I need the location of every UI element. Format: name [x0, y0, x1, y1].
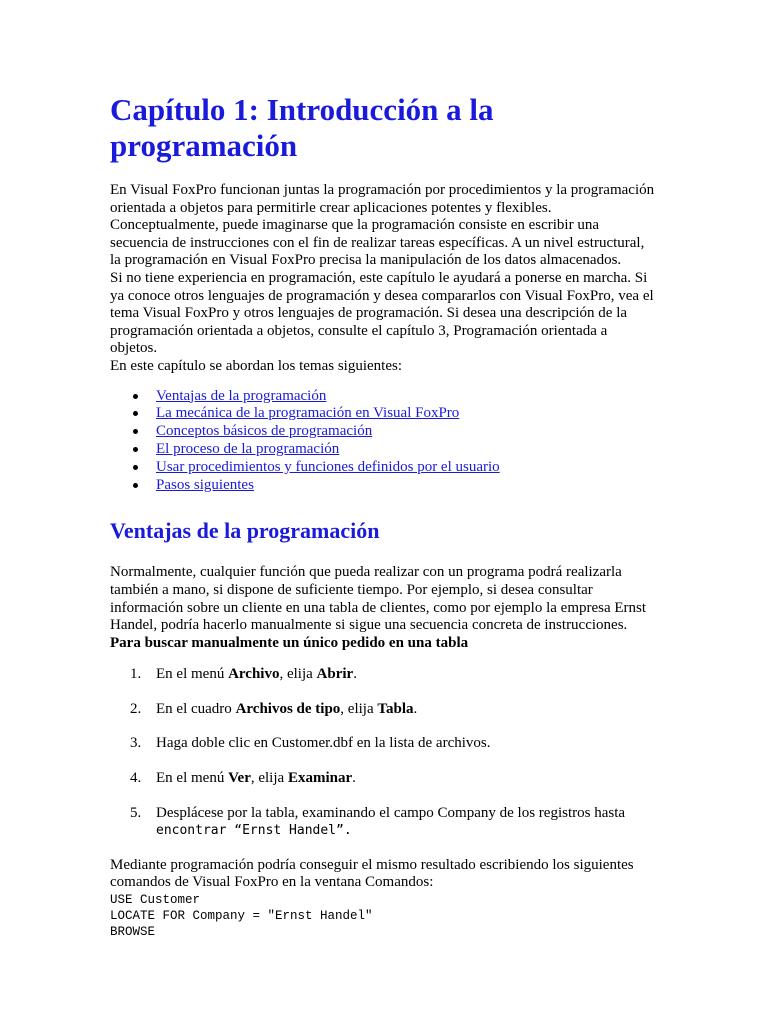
- intro-paragraph-3: En este capítulo se abordan los temas siguientes:: [110, 357, 403, 374]
- list-item: [156, 388, 658, 406]
- step-text-continuation: encontrar “Ernst Handel”.: [156, 823, 352, 839]
- step-text: , elija: [340, 700, 378, 717]
- bullet-icon: [133, 411, 138, 416]
- code-line: USE Customer: [110, 893, 201, 908]
- topic-link-pasos[interactable]: Pasos siguientes: [156, 476, 254, 493]
- list-item: [156, 441, 658, 459]
- code-line: BROWSE: [110, 925, 156, 940]
- procedure-title: Para buscar manualmente un único pedido en una tabla: [110, 634, 469, 651]
- topic-link-conceptos[interactable]: Conceptos básicos de programación: [156, 423, 373, 440]
- step-text: .: [352, 770, 356, 787]
- step-item: [130, 700, 658, 719]
- step-text: .: [413, 700, 418, 717]
- bullet-icon: [133, 394, 138, 399]
- topic-link-procedimientos[interactable]: Usar procedimientos y funciones definidos por el usuario: [156, 458, 500, 475]
- step-item: [130, 804, 658, 840]
- code-block: [110, 892, 658, 940]
- chapter-title: Capítulo 1: Introducción a la programación: [110, 92, 494, 163]
- step-text: .: [353, 666, 357, 683]
- bullet-icon: [133, 429, 138, 434]
- step-text: En el menú: [156, 666, 229, 683]
- field-name: Archivos de tipo: [235, 700, 341, 717]
- step-text: , elija: [279, 666, 317, 683]
- step-text: En el cuadro: [156, 700, 236, 717]
- step-item: [130, 735, 658, 753]
- step-number: 5.: [130, 804, 142, 821]
- list-item: [156, 423, 658, 441]
- step-item: [130, 666, 658, 684]
- command-name: Examinar: [287, 770, 353, 787]
- topic-list: [110, 388, 658, 495]
- step-number: 2.: [130, 700, 142, 717]
- intro-paragraph-1: En Visual FoxPro funcionan juntas la programación por procedimientos y la programación orientada a objetos para permitirle crear aplicaciones potentes y flexibles. Conceptualmente, puede imaginarse que la programación consiste en escribir una secuencia de instrucciones con el fin de realizar tareas específicas. A un nivel estructural, la programación en Visual FoxPro precisa la manipulación de los datos almacenados.: [110, 182, 655, 269]
- list-item: [156, 405, 658, 423]
- bullet-icon: [133, 465, 138, 470]
- intro: [110, 182, 658, 376]
- closing-paragraph: Mediante programación podría conseguir el mismo resultado escribiendo los siguientes comandos de Visual FoxPro en la ventana Comandos:: [110, 856, 634, 891]
- bullet-icon: [133, 447, 138, 452]
- step-item: [130, 770, 658, 788]
- step-text: Haga doble clic en Customer.dbf en la lista de archivos.: [156, 735, 491, 752]
- bullet-icon: [133, 483, 138, 488]
- step-text: Desplácese por la tabla, examinando el campo Company de los registros hasta: [156, 804, 626, 821]
- menu-name: Ver: [228, 770, 251, 787]
- step-number: 4.: [130, 770, 142, 787]
- intro-paragraph-2: Si no tiene experiencia en programación, este capítulo le ayudará a ponerse en marcha. Si ya conoce otros lenguajes de programación y desea compararlos con Visual FoxPro, vea el tema Visual FoxPro y otros lenguajes de programación. Si desea una descripción de la programación orientada a objetos, consulte el capítulo 3, Programación orientada a objetos.: [110, 269, 654, 357]
- steps-list: [110, 666, 658, 840]
- step-text: En el menú: [156, 770, 229, 787]
- step-number: 3.: [130, 735, 142, 752]
- list-item: [156, 477, 658, 495]
- topic-link-mecanica[interactable]: La mecánica de la programación en Visual FoxPro: [156, 405, 460, 422]
- command-name: Abrir: [316, 666, 354, 683]
- menu-name: Archivo: [228, 666, 280, 683]
- topic-link-ventajas[interactable]: Ventajas de la programación: [156, 387, 327, 404]
- section-heading: Ventajas de la programación: [110, 518, 380, 544]
- topic-link-proceso[interactable]: El proceso de la programación: [156, 440, 340, 457]
- step-text: , elija: [250, 770, 288, 787]
- section-paragraph: Normalmente, cualquier función que pueda realizar con un programa podrá realizarla también a mano, si dispone de suficiente tiempo. Por ejemplo, si desea consultar información sobre un cliente en una tabla de clientes, como por ejemplo la empresa Ernst Handel, podría hacerlo manualmente si sigue una secuencia concreta de instrucciones.: [110, 564, 647, 634]
- list-item: [156, 459, 658, 477]
- option-name: Tabla: [377, 700, 414, 717]
- section-body: [110, 564, 658, 652]
- code-line: LOCATE FOR Company = "Ernst Handel": [110, 909, 373, 924]
- step-number: 1.: [130, 666, 142, 683]
